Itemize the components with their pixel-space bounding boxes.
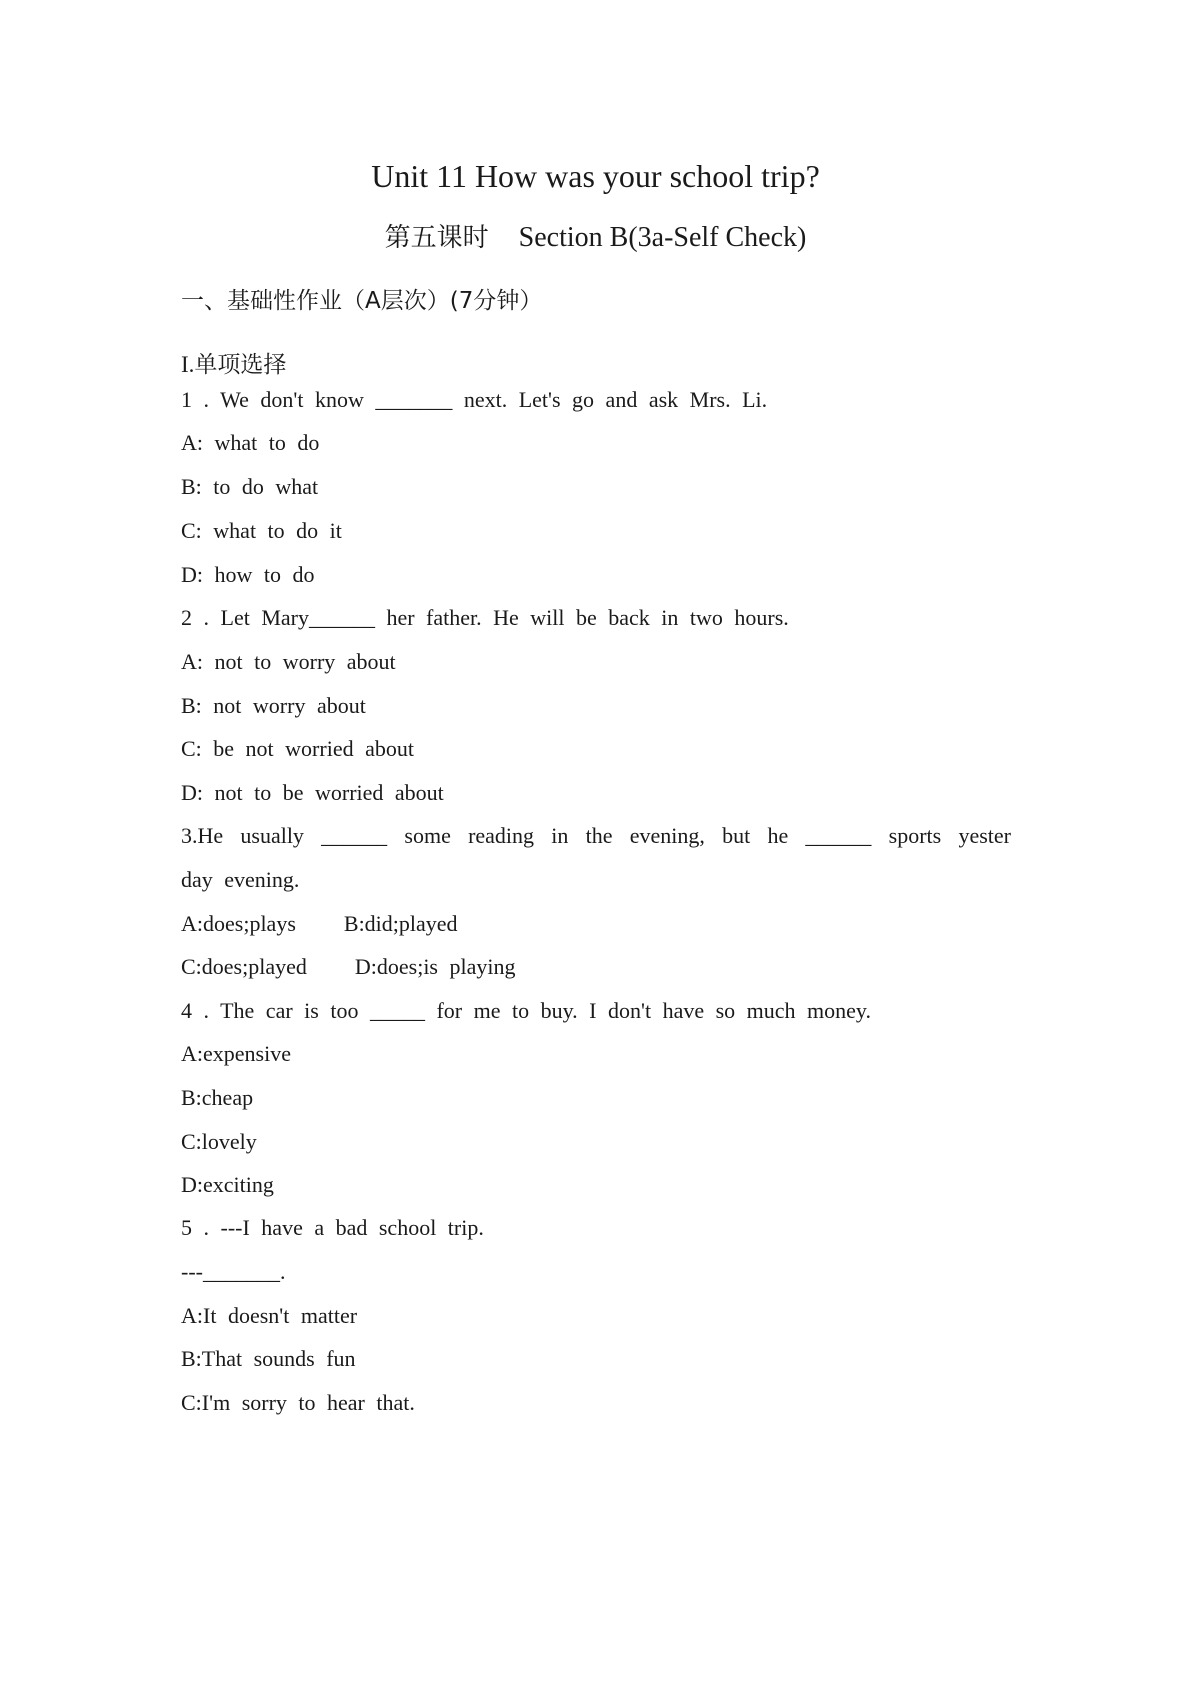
question-4-option-b: B:cheap xyxy=(181,1085,254,1110)
question-5-option-b: B:That sounds fun xyxy=(181,1346,356,1371)
question-3-stem-line-1: 3.He usually ______ some reading in the evening, but he ______ sports yester xyxy=(181,823,1011,848)
question-2-option-a: A: not to worry about xyxy=(181,649,396,674)
page-subtitle xyxy=(0,220,1191,256)
question-1-stem: 1 . We don't know _______ next. Let's go and ask Mrs. Li. xyxy=(181,387,768,412)
question-3-options-row-1 xyxy=(181,908,458,940)
section-heading: 一、基础性作业（A层次）(7分钟） xyxy=(181,288,543,314)
question-1-option-a: A: what to do xyxy=(181,430,320,455)
question-5-response-blank: ---_______. xyxy=(181,1259,286,1284)
section-label: Section B(3a-Self Check) xyxy=(518,222,807,253)
question-3-option-b: B:did;played xyxy=(343,911,458,936)
question-2-option-d: D: not to be worried about xyxy=(181,780,444,805)
page-title: Unit 11 How was your school trip? xyxy=(371,158,820,194)
question-1-option-b: B: to do what xyxy=(181,474,319,499)
question-3-option-c: C:does;played xyxy=(181,954,307,979)
part-label: 单项选择 xyxy=(194,352,287,378)
part-roman: I. xyxy=(181,352,195,377)
question-5-option-c: C:I'm sorry to hear that. xyxy=(181,1390,415,1415)
question-3-option-a: A:does;plays xyxy=(181,911,296,936)
question-3-option-d: D:does;is playing xyxy=(354,954,516,979)
question-4-option-a: A:expensive xyxy=(181,1041,291,1066)
question-2-stem: 2 . Let Mary______ her father. He will be back in two hours. xyxy=(181,605,789,630)
question-5-stem: 5 . ---I have a bad school trip. xyxy=(181,1215,484,1240)
question-3-stem-line-2: day evening. xyxy=(181,867,300,892)
part-heading xyxy=(181,348,286,382)
question-4-option-d: D:exciting xyxy=(181,1172,274,1197)
question-2-option-c: C: be not worried about xyxy=(181,736,414,761)
lesson-label: 第五课时 xyxy=(384,223,489,253)
question-5-option-a: A:It doesn't matter xyxy=(181,1303,358,1328)
question-4-option-c: C:lovely xyxy=(181,1129,257,1154)
question-4-stem: 4 . The car is too _____ for me to buy. I don't have so much money. xyxy=(181,998,871,1023)
question-1-option-d: D: how to do xyxy=(181,562,315,587)
question-1-option-c: C: what to do it xyxy=(181,518,342,543)
question-2-option-b: B: not worry about xyxy=(181,693,366,718)
question-3-options-row-2 xyxy=(181,951,515,983)
